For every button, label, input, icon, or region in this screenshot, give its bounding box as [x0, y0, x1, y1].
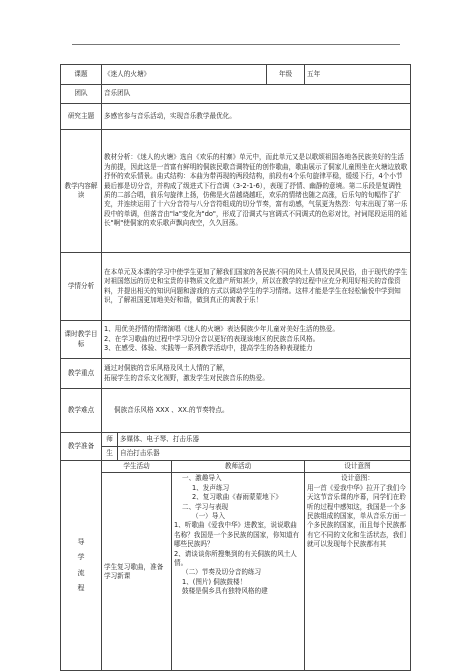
process-label-char: 程 — [77, 584, 85, 593]
content-label: 教学内容解读 — [61, 130, 102, 253]
teacher-line: 2、复习歌曲《春雨蒙蒙地下》 — [192, 493, 282, 502]
objectives-label: 课时教学目标 — [61, 321, 102, 359]
prep-row-student — [61, 447, 411, 461]
research-row — [61, 104, 411, 130]
research-value: 多感官参与音乐活动，实现音乐教学最优化。 — [102, 104, 411, 130]
students-row — [61, 253, 411, 321]
teacher-line: 一、激趣导入 — [182, 474, 222, 483]
topic-value: 《迷人的火塘》 — [102, 65, 267, 85]
col-student-header: 学生活动 — [102, 461, 172, 473]
process-header-row — [61, 461, 411, 473]
objective-item: 2、在学习歌曲的过程中学习切分音以更好的表现该地区的民族音乐风格。 — [104, 334, 320, 343]
key-point-item: 拓展学生的音乐文化视野，激发学生对民族音乐的热爱。 — [104, 373, 269, 382]
teacher-line: 1、听歌曲《爱我中华》进教室，说说歌曲名称？我国是一个多民族的国家，你知道有哪些民族吗？ — [174, 521, 300, 549]
objective-item: 1、用优美抒情的情绪演唱《迷人的火塘》表达侗族少年儿童对美好生活的热爱。 — [104, 325, 339, 334]
team-row — [61, 85, 411, 104]
difficulty-row — [61, 389, 411, 433]
team-value: 音乐团队 — [102, 85, 411, 104]
design-intent — [305, 473, 411, 671]
grade-label: 年级 — [267, 65, 305, 85]
teacher-activity — [172, 473, 305, 671]
process-label — [61, 461, 102, 671]
key-points-row — [61, 359, 411, 389]
grade-value: 五年 — [305, 65, 411, 85]
objectives-list — [102, 321, 411, 359]
design-line: 用一首《爱我中华》拉开了我们今天这节音乐课的序幕，同学们在聆听的过程中感知这，我国是一个多民族组成的国家，单从音乐方面一个多民族的国家，而且每个民族都有它不同的文化和生活状态，我们就可以发现每个民族都有其 — [307, 483, 406, 549]
prep-who: 师 — [102, 433, 118, 447]
teacher-line: 鼓楼是侗乡具有独特风格的建 — [182, 587, 268, 596]
key-point-item: 通过对侗族的音乐风格及风土人情的了解， — [104, 364, 230, 373]
process-label-char: 学 — [77, 553, 85, 562]
teacher-line: 1、发声练习 — [192, 483, 230, 492]
teacher-line: 1、(图片) 侗族鼓楼！ — [182, 577, 247, 586]
difficulty-label: 教学难点 — [61, 389, 102, 433]
prep-row-teacher — [61, 433, 411, 447]
teacher-line: （二）节奏及切分音的练习 — [182, 568, 262, 577]
process-label-char: 流 — [77, 568, 85, 577]
objective-item: 3、在感受、体验、实践等一系列教学活动中，提高学生的各种表现能力 — [104, 344, 313, 353]
key-points-list — [102, 359, 411, 389]
team-label: 团队 — [61, 85, 102, 104]
prep-what: 自治打击乐器 — [118, 447, 411, 461]
teacher-line: （一）导入 — [192, 512, 225, 521]
content-row — [61, 130, 411, 253]
key-points-label: 教学重点 — [61, 359, 102, 389]
col-teacher-header: 教师活动 — [172, 461, 305, 473]
research-label: 研究主题 — [61, 104, 102, 130]
prep-who: 生 — [102, 447, 118, 461]
student-activity: 学生复习歌曲，准备学习新课 — [102, 473, 172, 671]
students-text: 在本单元及本课的学习中使学生更加了解我们国家的各民族不同的风土人情及民风民俗，由于现代的学生对祖国悠远的历史和宝贵的非物质文化遗产所知甚少，所以在教学的过程中应充分利用好相关的音像资料，并提出相关的知识问题和游戏的方式以调动学生的学习情绪。这样才能是学生在轻松愉悦中学到知识，了解祖国更加地美好和谐，做到真正的寓教于乐！ — [102, 253, 411, 321]
col-design-header: 设计意图 — [305, 461, 411, 473]
objectives-row — [61, 321, 411, 359]
teacher-line: 二、学习与表现 — [182, 502, 229, 511]
header-rule — [72, 44, 400, 45]
students-label: 学情分析 — [61, 253, 102, 321]
prep-what: 多媒体、电子琴、打击乐器 — [118, 433, 411, 447]
content-text: 教材分析：《迷人的火塘》选自《欢乐的村寨》单元中，而此单元又是以歌颂祖国各地各民族美好的生活为前提，因此这是一首富有鲜明的侗族民歌音调特征的创作歌曲，歌曲展示了侗家儿童围坐在火塘边放歌抒怀的欢乐情景。曲式结构：本曲为带再现的两段结构，前段有4个乐句旋律平稳，缓缓下行，4个小节最后都是切分音，并构成了级进式下行音调（3-2-1-6），表现了抒情、幽静的意境。第二乐段是复调性质的二部合唱，前乐句旋律上扬，仿佛是火苗越烧越旺，欢乐的情绪也随之高涨，后乐句的旬幅作了扩充，并连续运用了十六分音符与八分音符组成的切分节奏，富有动感，气氛更为热烈：句末出现了第一乐段中的单调，但落音由"la"变化为"do"，形成了沿调式与宫调式不同调式的色彩对比，衬词尾段运用的延长"啊"使侗家的欢乐歌声飘向夜空，久久回荡。 — [102, 130, 411, 253]
difficulty-text: 侗族音乐风格 XXX 、XX.的节奏特点。 — [102, 389, 411, 433]
design-line: 设计意图： — [341, 474, 374, 483]
lesson-plan-table — [60, 64, 411, 671]
topic-label: 课题 — [61, 65, 102, 85]
process-label-char: 导 — [77, 537, 85, 546]
process-body-row — [61, 473, 411, 671]
teacher-line: 2、请谈谈你所搜集到的有关侗族的风土人情。 — [174, 549, 297, 568]
topic-row — [61, 65, 411, 85]
prep-label: 教学准备 — [61, 433, 102, 461]
